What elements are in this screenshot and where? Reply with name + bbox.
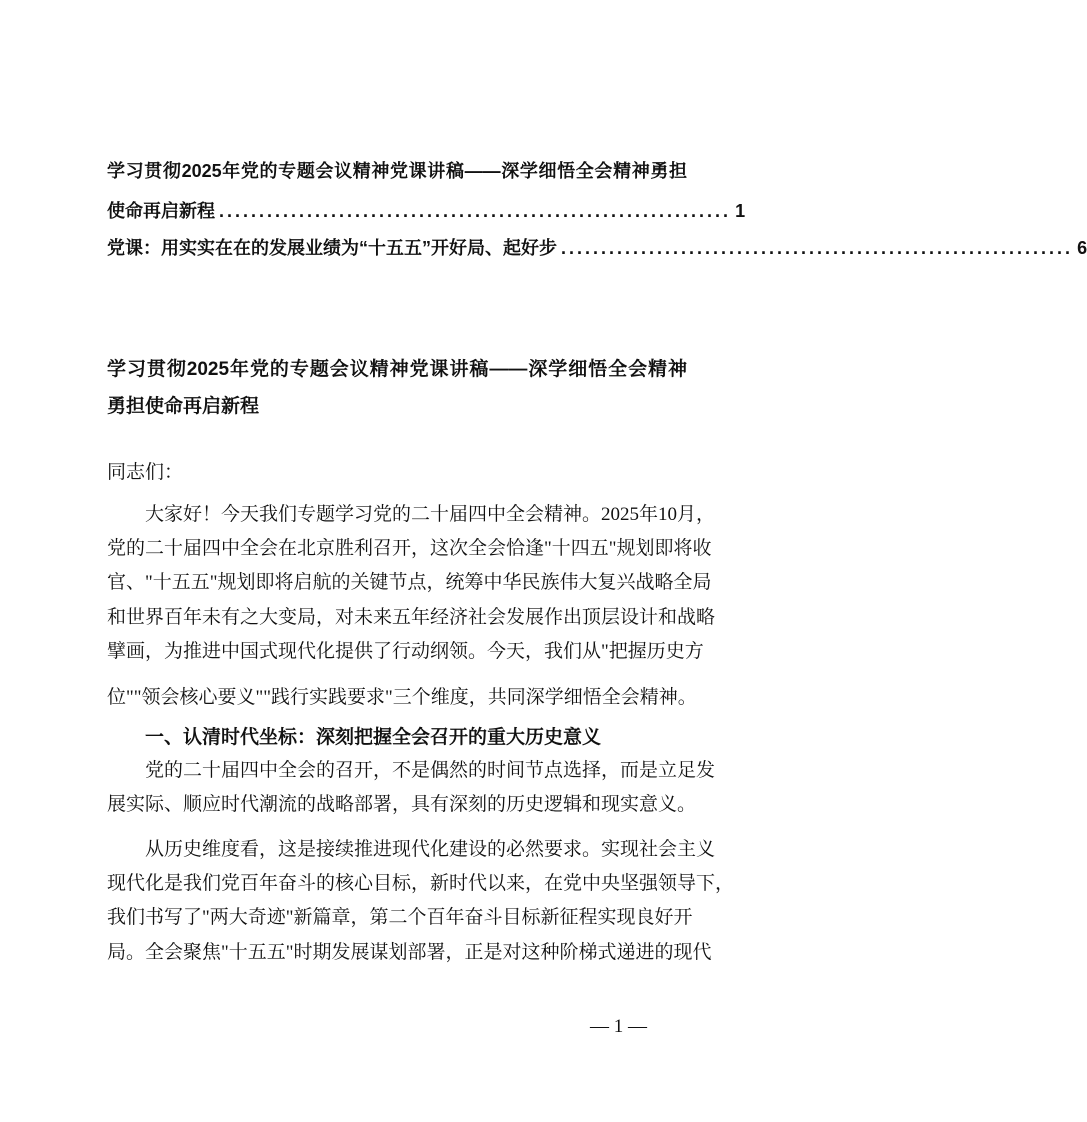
paragraph-line: 大家好！今天我们专题学习党的二十届四中全会精神。2025年10月， <box>145 504 716 525</box>
toc-entry-title: 使命再启新程 <box>107 201 215 221</box>
salutation: 同志们： <box>107 462 184 483</box>
paragraph-line: 党的二十届四中全会在北京胜利召开，这次全会恰逢"十四五"规划即将收 <box>107 538 712 559</box>
toc-entry-1-line1[interactable]: 学习贯彻2025年党的专题会议精神党课讲稿——深学细悟全会精神勇担 <box>107 161 687 181</box>
paragraph-line: 擘画，为推进中国式现代化提供了行动纲领。今天，我们从"把握历史方 <box>107 641 704 662</box>
article-title-line1: 学习贯彻2025年党的专题会议精神党课讲稿——深学细悟全会精神 <box>107 359 687 380</box>
paragraph-line: 局。全会聚焦"十五五"时期发展谋划部署，正是对这种阶梯式递进的现代 <box>107 942 712 963</box>
paragraph-line: 现代化是我们党百年奋斗的核心目标，新时代以来，在党中央坚强领导下， <box>107 873 735 894</box>
toc-page-number: 6 <box>1077 238 1087 258</box>
paragraph-line: 和世界百年未有之大变局，对未来五年经济社会发展作出顶层设计和战略 <box>107 607 716 628</box>
paragraph-line: 党的二十届四中全会的召开，不是偶然的时间节点选择，而是立足发 <box>145 760 716 781</box>
paragraph-line: 位""领会核心要义""践行实践要求"三个维度，共同深学细悟全会精神。 <box>107 687 697 708</box>
toc-entry-1-line2[interactable] <box>107 196 746 226</box>
toc-entry-title: 党课：用实实在在的发展业绩为“十五五”开好局、起好步 <box>107 238 557 258</box>
toc-leader-dots: ................................................................ <box>219 201 732 221</box>
article-title-line2: 勇担使命再启新程 <box>107 396 260 417</box>
paragraph-line: 从历史维度看，这是接续推进现代化建设的必然要求。实现社会主义 <box>145 839 716 860</box>
toc-entry-2[interactable] <box>107 233 1087 263</box>
toc-page-number: 1 <box>735 201 746 221</box>
toc-leader-dots: ................................................................ <box>561 238 1074 258</box>
paragraph-line: 展实际、顺应时代潮流的战略部署，具有深刻的历史逻辑和现实意义。 <box>107 794 697 815</box>
paragraph-line: 官、"十五五"规划即将启航的关键节点，统筹中华民族伟大复兴战略全局 <box>107 572 712 593</box>
paragraph-line: 我们书写了"两大奇迹"新篇章，第二个百年奋斗目标新征程实现良好开 <box>107 907 693 928</box>
section-heading: 一、认清时代坐标：深刻把握全会召开的重大历史意义 <box>145 727 602 748</box>
page-number: — 1 — <box>590 1016 647 1037</box>
